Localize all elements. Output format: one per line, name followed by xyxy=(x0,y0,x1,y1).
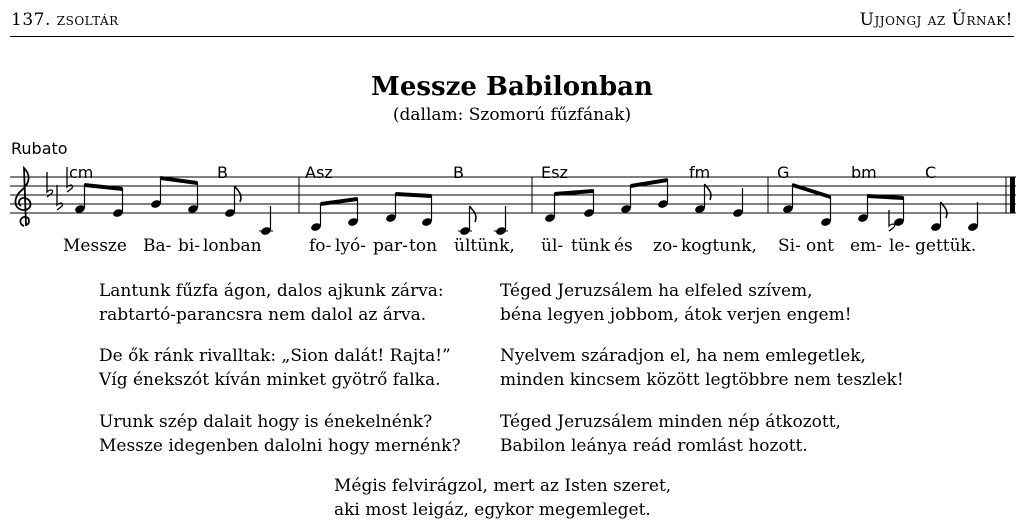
tempo-marking: Rubato xyxy=(11,139,68,158)
chord-symbol: B xyxy=(217,163,228,182)
lyric-syllable: gettük. xyxy=(915,236,977,256)
verse-line: Téged Jeruzsálem minden nép átkozott, xyxy=(500,412,841,432)
header-psalm-number: 137. zsoltár xyxy=(11,10,119,30)
chord-symbol: Esz xyxy=(541,163,568,182)
verse-1 xyxy=(99,279,444,327)
header-rule xyxy=(10,36,1014,37)
lyric-syllable: tünk xyxy=(571,236,611,256)
lyric-syllable: ül- xyxy=(541,236,564,256)
music-staff xyxy=(0,160,1024,240)
lyric-syllable: fo- xyxy=(309,236,332,256)
verse-7 xyxy=(334,474,671,522)
lyric-syllable: ont xyxy=(806,236,835,256)
lyric-syllable: Ba- xyxy=(143,236,172,256)
verse-3 xyxy=(99,410,461,458)
lyric-syllable: és xyxy=(614,236,633,256)
verse-line: Nyelvem száradjon el, ha nem emlegetlek, xyxy=(500,346,866,366)
verse-line: Téged Jeruzsálem ha elfeled szívem, xyxy=(500,281,813,301)
lyric-syllable: par- xyxy=(373,236,408,256)
verse-line: De ők ránk rivalltak: „Sion dalát! Rajta!” xyxy=(99,346,451,366)
chord-symbol: bm xyxy=(851,163,877,182)
verse-line: minden kincsem között legtöbbre nem teszlek! xyxy=(500,370,904,390)
chord-symbol: fm xyxy=(689,163,711,182)
verse-line: aki most leigáz, egykor megemleget. xyxy=(334,500,651,520)
lyric-syllable: lonban xyxy=(203,236,262,256)
song-title: Messze Babilonban xyxy=(371,72,653,102)
chord-symbol: cm xyxy=(69,163,94,182)
chord-symbol: Asz xyxy=(305,163,333,182)
lyric-syllable: lyó- xyxy=(335,236,367,256)
verse-2 xyxy=(99,344,451,392)
lyric-syllable: ültünk, xyxy=(454,236,515,256)
header-section-title: Ujjongj az Úrnak! xyxy=(859,10,1013,30)
verse-line: Babilon leánya reád romlást hozott. xyxy=(500,436,808,456)
lyric-syllable: le- xyxy=(889,236,911,256)
lyric-syllable: zo- xyxy=(653,236,678,256)
verse-line: béna legyen jobbom, átok verjen engem! xyxy=(500,305,852,325)
chord-symbol: B xyxy=(453,163,464,182)
lyric-syllable: em- xyxy=(850,236,882,256)
lyric-syllable: kogtunk, xyxy=(681,236,757,256)
verse-5 xyxy=(500,344,904,392)
chord-symbol: G xyxy=(777,163,790,182)
verse-line: Lantunk fűzfa ágon, dalos ajkunk zárva: xyxy=(99,281,444,301)
verse-line: rabtartó-parancsra nem dalol az árva. xyxy=(99,305,427,325)
verse-6 xyxy=(500,410,841,458)
lyric-syllable: bi- xyxy=(178,236,201,256)
verse-line: Mégis felvirágzol, mert az Isten szeret, xyxy=(334,476,672,496)
song-subtitle: (dallam: Szomorú fűzfának) xyxy=(392,105,632,125)
lyric-syllable: Messze xyxy=(63,236,127,256)
verse-line: Víg énekszót kíván minket gyötrő falka. xyxy=(99,370,441,390)
lyric-syllable: ton xyxy=(409,236,438,256)
verse-4 xyxy=(500,279,852,327)
verse-line: Urunk szép dalait hogy is énekelnénk? xyxy=(99,412,433,432)
lyric-syllable: Si- xyxy=(778,236,801,256)
verse-line: Messze idegenben dalolni hogy mernénk? xyxy=(99,436,461,456)
chord-symbol: C xyxy=(925,163,937,182)
